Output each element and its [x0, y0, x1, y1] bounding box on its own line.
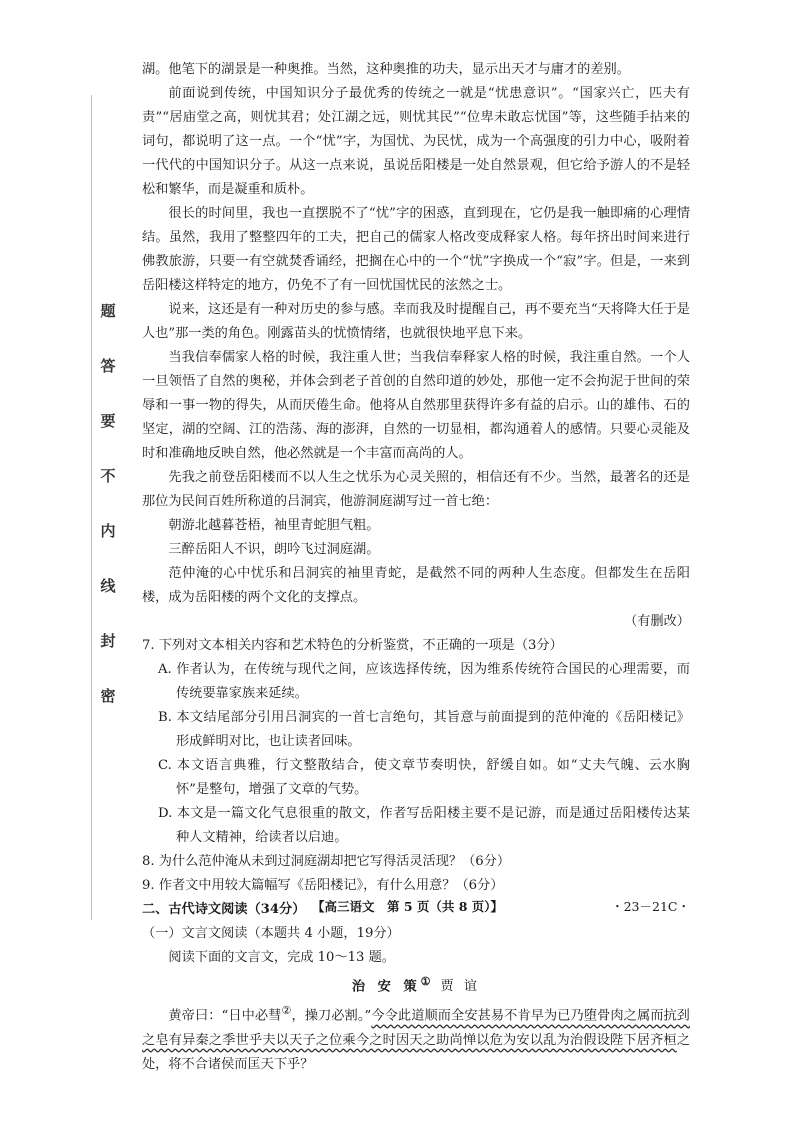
subsection-heading: （一）文言文阅读（本题共 4 小题，19分） — [142, 926, 400, 941]
classical-text-title — [142, 970, 690, 999]
classical-text — [142, 999, 690, 1076]
seal-char: 要 — [100, 412, 116, 430]
closing-paragraph: 范仲淹的心中忧乐和吕洞宾的袖里青蛇，是截然不同的两种人生态度。但都发生在岳阳楼，成为岳阳楼的两个文化的支撑点。 — [142, 566, 690, 605]
paragraph: 先我之前登岳阳楼而不以人生之忧乐为心灵关照的，相信还有不少。当然，最著名的还是那位为民间百姓所称道的吕洞宾，他游洞庭湖写过一首七绝： — [142, 470, 690, 509]
seal-line-text — [98, 300, 118, 706]
question-7-stem: 7. 下列对文本相关内容和艺术特色的分析鉴赏，不正确的一项是（3分） — [142, 638, 563, 653]
classical-title-text: 治 安 策 — [351, 979, 421, 995]
seal-char: 不 — [100, 467, 116, 485]
wavy-underlined-passage: 今令此道顺而全安甚易不肯早为已乃堕骨肉之属而抗刭之皂有异秦之季世乎夫以天子之位乘今之时因天之助尚惮以危为安以乱为治假设陛下居齐桓 — [142, 1008, 690, 1048]
paragraph: 当我信奉儒家人格的时候，我注重人世；当我信奉释家人格的时候，我注重自然。一个人一旦领悟了自然的奥秘，并体会到老子首创的自然印道的妙处，那他一定不会拘泥于世间的荣辱和一事一物的得失，从而厌倦生命。他将从自然那里获得许多有益的启示。山的雄伟、石的坚定，湖的空阔、江的浩荡、海的澎湃，自然的一切显相，都沟通着人的感情。只要心灵能及时和准确地反映自然，他必然就是一个丰富而高尚的人。 — [142, 350, 690, 461]
paragraph: 湖。他笔下的湖景是一种奥推。当然，这种奥推的功夫，显示出天才与庸才的差别。 — [142, 62, 630, 77]
page-content — [142, 58, 690, 1077]
question-7-option-b: B. 本文结尾部分引用吕洞宾的一首七言绝句，其旨意与前面提到的范仲淹的《岳阳楼记》形成鲜明对比，也让读者回味。 — [158, 710, 690, 749]
seal-char: 内 — [100, 522, 116, 540]
footnote-mark: ① — [420, 975, 435, 988]
question-7-option-a: A. 作者认为，在传统与现代之间，应该选择传统，因为维系传统符合国民的心理需要，而传统要靠家族来延续。 — [158, 662, 690, 701]
question-8: 8. 为什么范仲淹从未到过洞庭湖却把它写得活灵活现？（6分） — [142, 854, 511, 869]
seal-char: 封 — [100, 632, 116, 650]
seal-char: 答 — [100, 357, 116, 375]
question-7-option-c: C. 本文语言典雅，行文整散结合，使文章节奏明快，舒缓自如。如“丈夫气魄、云水胸怀”是整句，增强了文章的气势。 — [158, 758, 690, 797]
binding-line — [91, 95, 92, 920]
seal-char: 线 — [100, 577, 116, 595]
reading-instruction: 阅读下面的文言文，完成 10～13 题。 — [168, 950, 395, 965]
paragraph: 很长的时间里，我也一直摆脱不了“忧”字的困惑，直到现在，它仍是我一触即痛的心理情结。虽然，我用了整整四年的工夫，把自己的儒家人格改变成释家人格。每年挤出时间来进行佛教旅游，只要一有空就焚香诵经，把搁在心中的一个“忧”字换成一个“寂”字。但是，一来到岳阳楼这样特定的地方，仍免不了有一回忧国忧民的泫然之士。 — [142, 206, 690, 293]
classical-text-tail: 之处，将不合诸侯而匡天下乎？ — [142, 1032, 690, 1072]
poem-line: 朝游北越暮苍梧，袖里青蛇胆气粗。 — [168, 518, 380, 533]
exam-code: ・23－21C・ — [611, 899, 690, 914]
source-note: （有删改） — [624, 614, 690, 629]
question-7-option-d: D. 本文是一篇文化气息很重的散文，作者写岳阳楼主要不是记游，而是通过岳阳楼传达某种人文精神，给读者以启迪。 — [158, 806, 690, 845]
page-number: 【高三语文 第 5 页（共 8 页）】 — [312, 899, 504, 914]
seal-char: 题 — [100, 302, 116, 320]
footnote-mark: ② — [281, 1004, 292, 1018]
classical-text-plain: ，操刀必割。” — [291, 1008, 372, 1024]
poem-line: 三醉岳阳人不识，朗吟飞过洞庭湖。 — [168, 542, 380, 557]
classical-author: 贾 谊 — [440, 979, 481, 995]
classical-text-plain: 黄帝曰：“日中必彗 — [168, 1008, 282, 1024]
question-9: 9. 作者文中用较大篇幅写《岳阳楼记》，有什么用意？（6分） — [142, 878, 504, 893]
seal-char: 密 — [100, 687, 116, 705]
paragraph: 前面说到传统，中国知识分子最优秀的传统之一就是“忧患意识”。“国家兴亡，匹夫有责”“居庙堂之高，则忧其君；处江湖之远，则忧其民”“位卑未敢忘忧国”等，这些随手拈来的词句，都说明了这一点。一个“忧”字，为国忧、为民忧，成为一个高强度的引力中心，吸附着一代代的中国知识分子。从这一点来说，虽说岳阳楼是一处自然景观，但它给予游人的不是轻松和繁华，而是凝重和质朴。 — [142, 86, 690, 197]
section-heading: 二、古代诗文阅读（34分） — [142, 902, 306, 917]
paragraph: 说来，这还是有一种对历史的参与感。幸而我及时提醒自己，再不要充当“天将降大任于是人也”那一类的角色。刚露苗头的忧愤情绪，也就很快地平息下来。 — [142, 302, 690, 341]
